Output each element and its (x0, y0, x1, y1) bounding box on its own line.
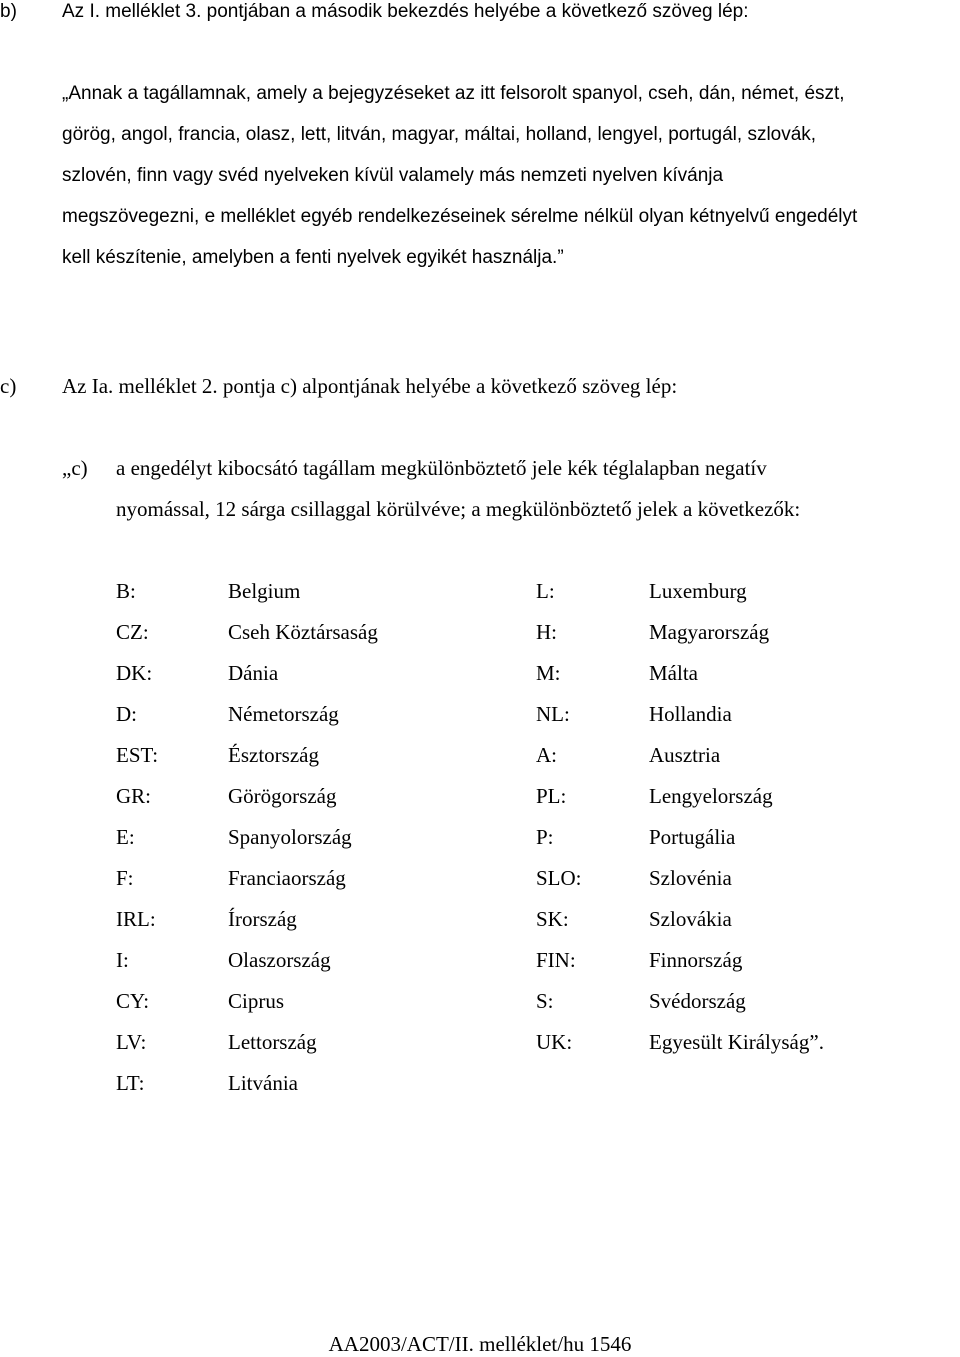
country-name: Lengyelország (649, 784, 773, 808)
country-name: Írország (228, 907, 297, 931)
country-name: Svédország (649, 989, 746, 1013)
country-name: Málta (649, 661, 698, 685)
country-name: Franciaország (228, 866, 346, 890)
country-code: IRL: (116, 907, 156, 931)
paragraph-line: szlovén, finn vagy svéd nyelveken kívül valamely más nemzeti nyelven kívánja (62, 165, 724, 186)
paragraph-line: kell készítenie, amelyben a fenti nyelvek egyikét használja.” (62, 247, 564, 268)
country-code: M: (536, 661, 561, 685)
country-name: Észtország (228, 743, 319, 767)
country-name: Szlovákia (649, 907, 732, 931)
country-code: SK: (536, 907, 569, 931)
section-c-heading: Az Ia. melléklet 2. pontja c) alpontjának helyébe a következő szöveg lép: (62, 374, 678, 398)
country-name: Dánia (228, 661, 279, 685)
section-c-marker: c) (0, 374, 17, 398)
country-code: E: (116, 825, 135, 849)
country-code: H: (536, 620, 557, 644)
country-code: B: (116, 579, 136, 603)
country-name: Lettország (228, 1030, 317, 1054)
country-code: I: (116, 948, 129, 972)
country-name: Egyesült Királyság”. (649, 1030, 824, 1054)
section-b-heading: Az I. melléklet 3. pontjában a második bekezdés helyébe a következő szöveg lép: (62, 1, 749, 22)
country-code: SLO: (536, 866, 582, 890)
country-name: Szlovénia (649, 866, 732, 890)
country-name: Hollandia (649, 702, 732, 726)
country-name: Olaszország (228, 948, 331, 972)
country-code: LT: (116, 1071, 145, 1095)
country-name: Ciprus (228, 989, 285, 1013)
country-name: Portugália (649, 825, 736, 849)
country-code: P: (536, 825, 554, 849)
paragraph-line: megszövegezni, e melléklet egyéb rendelkezéseinek sérelme nélkül olyan kétnyelvű engedélyt (62, 206, 858, 227)
country-code: FIN: (536, 948, 576, 972)
country-code: CZ: (116, 620, 149, 644)
country-name: Ausztria (649, 743, 721, 767)
country-code: GR: (116, 784, 152, 808)
country-name: Cseh Köztársaság (228, 620, 378, 644)
paragraph-line: görög, angol, francia, olasz, lett, litván, magyar, máltai, holland, lengyel, portugál, szlovák, (62, 124, 817, 145)
country-code: DK: (116, 661, 153, 685)
country-code: LV: (116, 1030, 147, 1054)
country-code: CY: (116, 989, 150, 1013)
subpoint-c-line: nyomással, 12 sárga csillaggal körülvéve; a megkülönböztető jelek a következők: (116, 497, 801, 521)
country-name: Németország (228, 702, 339, 726)
country-code: UK: (536, 1030, 573, 1054)
country-code: PL: (536, 784, 567, 808)
country-name: Finnország (649, 948, 743, 972)
country-code: EST: (116, 743, 159, 767)
country-name: Magyarország (649, 620, 770, 644)
country-name: Görögország (228, 784, 337, 808)
country-code: D: (116, 702, 137, 726)
country-name: Belgium (228, 579, 301, 603)
country-code: F: (116, 866, 134, 890)
country-code: S: (536, 989, 554, 1013)
paragraph-line: „Annak a tagállamnak, amely a bejegyzéseket az itt felsorolt spanyol, cseh, dán, német, észt, (62, 83, 845, 104)
section-b-marker: b) (0, 1, 17, 22)
country-name: Luxemburg (649, 579, 747, 603)
country-name: Spanyolország (228, 825, 352, 849)
country-code: NL: (536, 702, 570, 726)
subpoint-c-line: a engedélyt kibocsátó tagállam megkülönböztető jele kék téglalapban negatív (116, 456, 767, 480)
country-code: A: (536, 743, 557, 767)
country-code: L: (536, 579, 555, 603)
page-footer: AA2003/ACT/II. melléklet/hu 1546 (328, 1332, 632, 1356)
subpoint-c-marker: „c) (62, 456, 88, 480)
country-name: Litvánia (228, 1071, 298, 1095)
